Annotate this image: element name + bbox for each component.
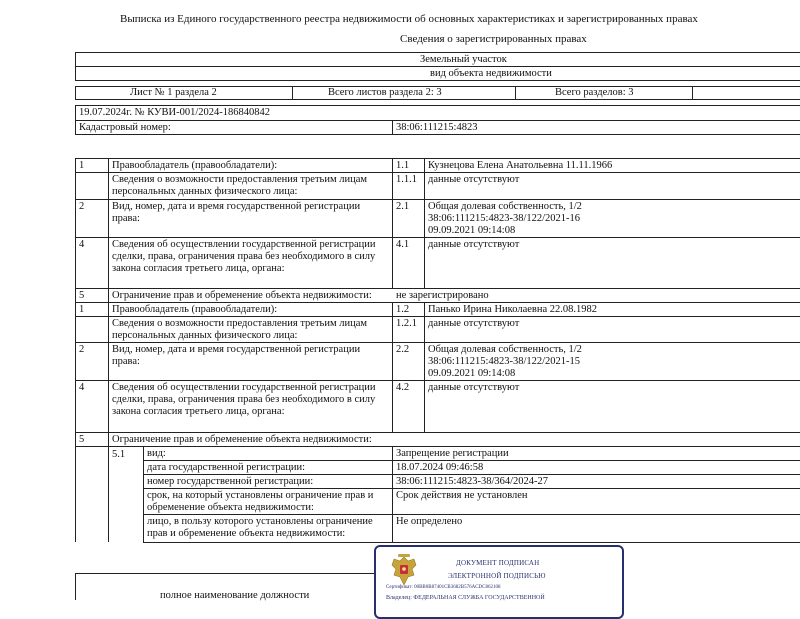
row-label: Сведения об осуществлении государственной регистрации сделки, права, ограничения права без необходимого в силу закона согласия третьего лица, органа: <box>112 239 376 274</box>
row-number: 1 <box>79 160 85 171</box>
row-number: 2 <box>79 344 85 355</box>
restriction-value: Запрещение регистрации <box>396 448 509 459</box>
restriction-label: дата государственной регистрации: <box>147 462 306 473</box>
row-value: Общая долевая собственность, 1/2 38:06:111215:4823-38/122/2021-16 09.09.2021 09:14:08 <box>428 201 582 236</box>
sheets-total: Всего листов раздела 2: 3 <box>328 87 442 98</box>
restriction-value: 38:06:111215:4823-38/364/2024-27 <box>396 476 549 487</box>
object-type-caption: вид объекта недвижимости <box>430 68 552 79</box>
row-number: 5 <box>79 290 85 301</box>
row-subnumber: 2.2 <box>396 344 410 355</box>
row-label: Сведения о возможности предоставления третьим лицам персональных данных физического лица: <box>112 318 368 341</box>
row-number: 4 <box>79 382 85 393</box>
row-label: Вид, номер, дата и время государственной регистрации права: <box>112 201 361 224</box>
restriction-label: номер государственной регистрации: <box>147 476 314 487</box>
sheet-number: Лист № 1 раздела 2 <box>130 87 217 98</box>
row-number: 1 <box>79 304 85 315</box>
row-subnumber: 4.1 <box>396 239 410 250</box>
document-title: Выписка из Единого государственного реестра недвижимости об основных характеристиках и зарегистрированных правах <box>120 13 698 25</box>
row-label: Ограничение прав и обременение объекта недвижимости: <box>112 434 372 445</box>
restriction-value: Не определено <box>396 516 463 527</box>
electronic-signature-stamp <box>374 545 624 619</box>
position-label: полное наименование должности <box>160 590 310 601</box>
row-value: Панько Ирина Николаевна 22.08.1982 <box>428 304 598 315</box>
row-label: Правообладатель (правообладатели): <box>112 304 278 315</box>
cadastral-label: Кадастровый номер: <box>79 122 171 133</box>
row-value: Кузнецова Елена Анатольевна 11.11.1966 <box>428 160 613 171</box>
row-number: 2 <box>79 201 85 212</box>
row-value: данные отсутствуют <box>428 382 520 393</box>
cadastral-number: 38:06:111215:4823 <box>396 122 478 133</box>
stamp-certificate: Сертификат: 00BB0B87401CB3682B576ACDC862108 <box>386 585 501 590</box>
row-value: данные отсутствуют <box>428 318 520 329</box>
row-number: 4 <box>79 239 85 250</box>
stamp-line-esign: ЭЛЕКТРОННОЙ ПОДПИСЬЮ <box>448 572 546 580</box>
row-subnumber: 1.1 <box>396 160 410 171</box>
row-value: не зарегистрировано <box>396 290 489 301</box>
restriction-value: 18.07.2024 09:46:58 <box>396 462 484 473</box>
object-type: Земельный участок <box>420 54 507 65</box>
row-subnumber: 4.2 <box>396 382 410 393</box>
row-label: Вид, номер, дата и время государственной регистрации права: <box>112 344 361 367</box>
stamp-line-signed: ДОКУМЕНТ ПОДПИСАН <box>456 559 540 567</box>
stamp-owner: Владелец: ФЕДЕРАЛЬНАЯ СЛУЖБА ГОСУДАРСТВЕННОЙ <box>386 595 545 601</box>
row-subnumber: 2.1 <box>396 201 410 212</box>
row-subnumber: 1.2 <box>396 304 410 315</box>
restriction-label: вид: <box>147 448 166 459</box>
restriction-value: Срок действия не установлен <box>396 490 528 501</box>
record-date-number: 19.07.2024г. № КУВИ-001/2024-186840842 <box>79 107 270 118</box>
row-value: Общая долевая собственность, 1/2 38:06:111215:4823-38/122/2021-15 09.09.2021 09:14:08 <box>428 344 582 379</box>
row-value: данные отсутствуют <box>428 174 520 185</box>
row-label: Сведения об осуществлении государственной регистрации сделки, права, ограничения права без необходимого в силу закона согласия третьего лица, органа: <box>112 382 376 417</box>
row-label: Правообладатель (правообладатели): <box>112 160 278 171</box>
row-subnumber: 1.1.1 <box>396 174 417 185</box>
restriction-number: 5.1 <box>112 449 126 460</box>
row-label: Сведения о возможности предоставления третьим лицам персональных данных физического лица: <box>112 174 368 197</box>
row-number: 5 <box>79 434 85 445</box>
document-subtitle: Сведения о зарегистрированных правах <box>400 33 587 45</box>
sections-total: Всего разделов: 3 <box>555 87 634 98</box>
row-subnumber: 1.2.1 <box>396 318 417 329</box>
row-value: данные отсутствуют <box>428 239 520 250</box>
coat-of-arms-emblem <box>388 553 420 589</box>
restriction-label: срок, на который установлены ограничение прав и обременение объекта недвижимости: <box>147 490 374 513</box>
restriction-label: лицо, в пользу которого установлены ограничение прав и обременение объекта недвижимости: <box>147 516 373 539</box>
row-label: Ограничение прав и обременение объекта недвижимости: <box>112 290 372 301</box>
